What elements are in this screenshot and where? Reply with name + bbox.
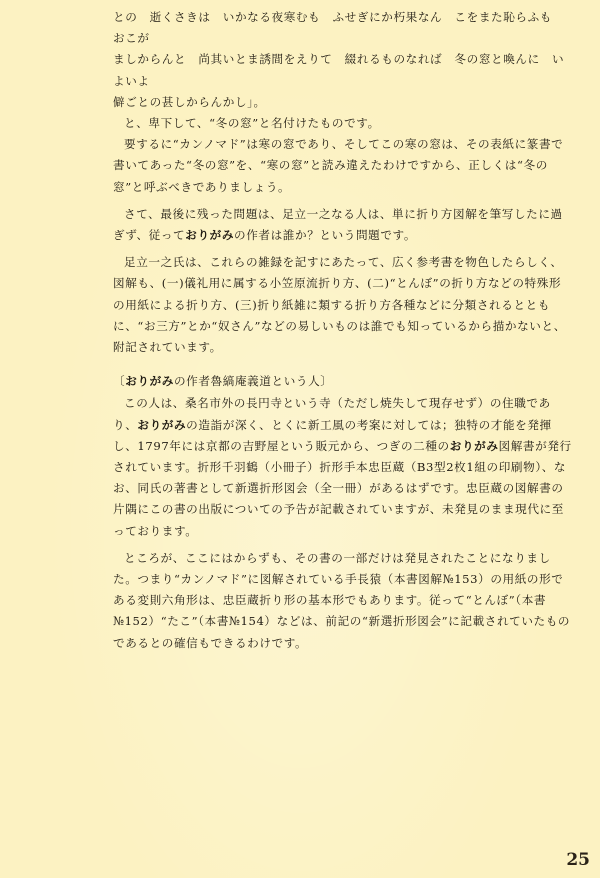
bold-term: おりがみ	[185, 228, 235, 243]
paragraph-text: の造詣が深く、とくに新工風の考案に対しては；独特の才能を発揮し、1797年には京都の吉野屋という販元から、つぎの二種の	[113, 417, 552, 453]
text-column	[113, 7, 573, 654]
paragraph-text: さて、最後に残った問題は、足立一之なる人は、単に折り方図解を筆写したに過ぎず、従って	[113, 206, 563, 243]
bold-term: おりがみ	[125, 374, 174, 389]
poem-line: ましからんと 尚其いとま誘間をえりて 綴れるものなれば 冬の窓と喚んに いよいよ	[113, 52, 565, 88]
paragraph: と、卑下して、“冬の窓”と名付けたものです。	[124, 116, 380, 131]
paragraph: 要するに“カンノマド”は寒の窓であり、そしてこの寒の窓は、その表紙に篆書で書いてあった“冬の窓”を、“寒の窓”と読み違えたわけですから、正しくは“冬の窓”と呼ぶべきでありましょう。	[113, 137, 564, 194]
bold-term: おりがみ	[449, 438, 499, 453]
paragraph: 足立一之氏は、これらの雑録を記すにあたって、広く参考書を物色したらしく、図解も、(一)儀礼用に属する小笠原流折り方、(二)“とんぼ”の折り方などの特殊形の用紙による折り方、(三)折り紙雑に類する折り方各種などに分類されるとともに、“お三方”とか“奴さん”などの易しいものは誰でも知っているから描かないと、附記されています。	[113, 255, 566, 355]
poem-line: との 逝くさきは いかなる夜寒むも ふせぎにか朽果なん こをまた恥らふも おこが	[113, 10, 565, 46]
paragraph	[113, 204, 573, 246]
bold-term: おりがみ	[137, 417, 187, 432]
paragraph: ところが、ここにはからずも、その書の一部だけは発見されたことになりました。つまり“カンノマド”に図解されている手長猿（本書図解№153）の用紙の形である変則六角形は、忠臣蔵折り形の基本形でもあります。従って“とんぼ”（本書№152）“たこ”（本書№154）などは、前記の“新選折形図会”に記載されていたものであるとの確信もできるわけです。	[113, 550, 571, 650]
paragraph	[113, 393, 573, 541]
heading-bracket: 〔	[113, 374, 126, 389]
heading-text: の作者魯縞庵義道という人〕	[173, 374, 333, 389]
paragraph-text: 図解書が発行されています。折形千羽鶴（小冊子）折形手本忠臣蔵（B3型2枚1組の印刷物）、なお、同氏の著書として新選折形図会（全一冊）があるはずです。忠臣蔵の図解書の片隅にこの書の出版についての予告が記載されていますが、未発見のまま現代に至っております。	[113, 438, 572, 538]
poem-line: 僻ごとの甚しからんかし」。	[113, 94, 266, 109]
paragraph-text: この人は、桑名市外の長円寺という寺（ただし焼失して現存せず）の住職であり、	[113, 396, 551, 432]
section-heading	[113, 371, 573, 392]
paragraph-text: の作者は誰か？という問題です。	[234, 228, 417, 243]
page-number: 25	[566, 850, 590, 870]
